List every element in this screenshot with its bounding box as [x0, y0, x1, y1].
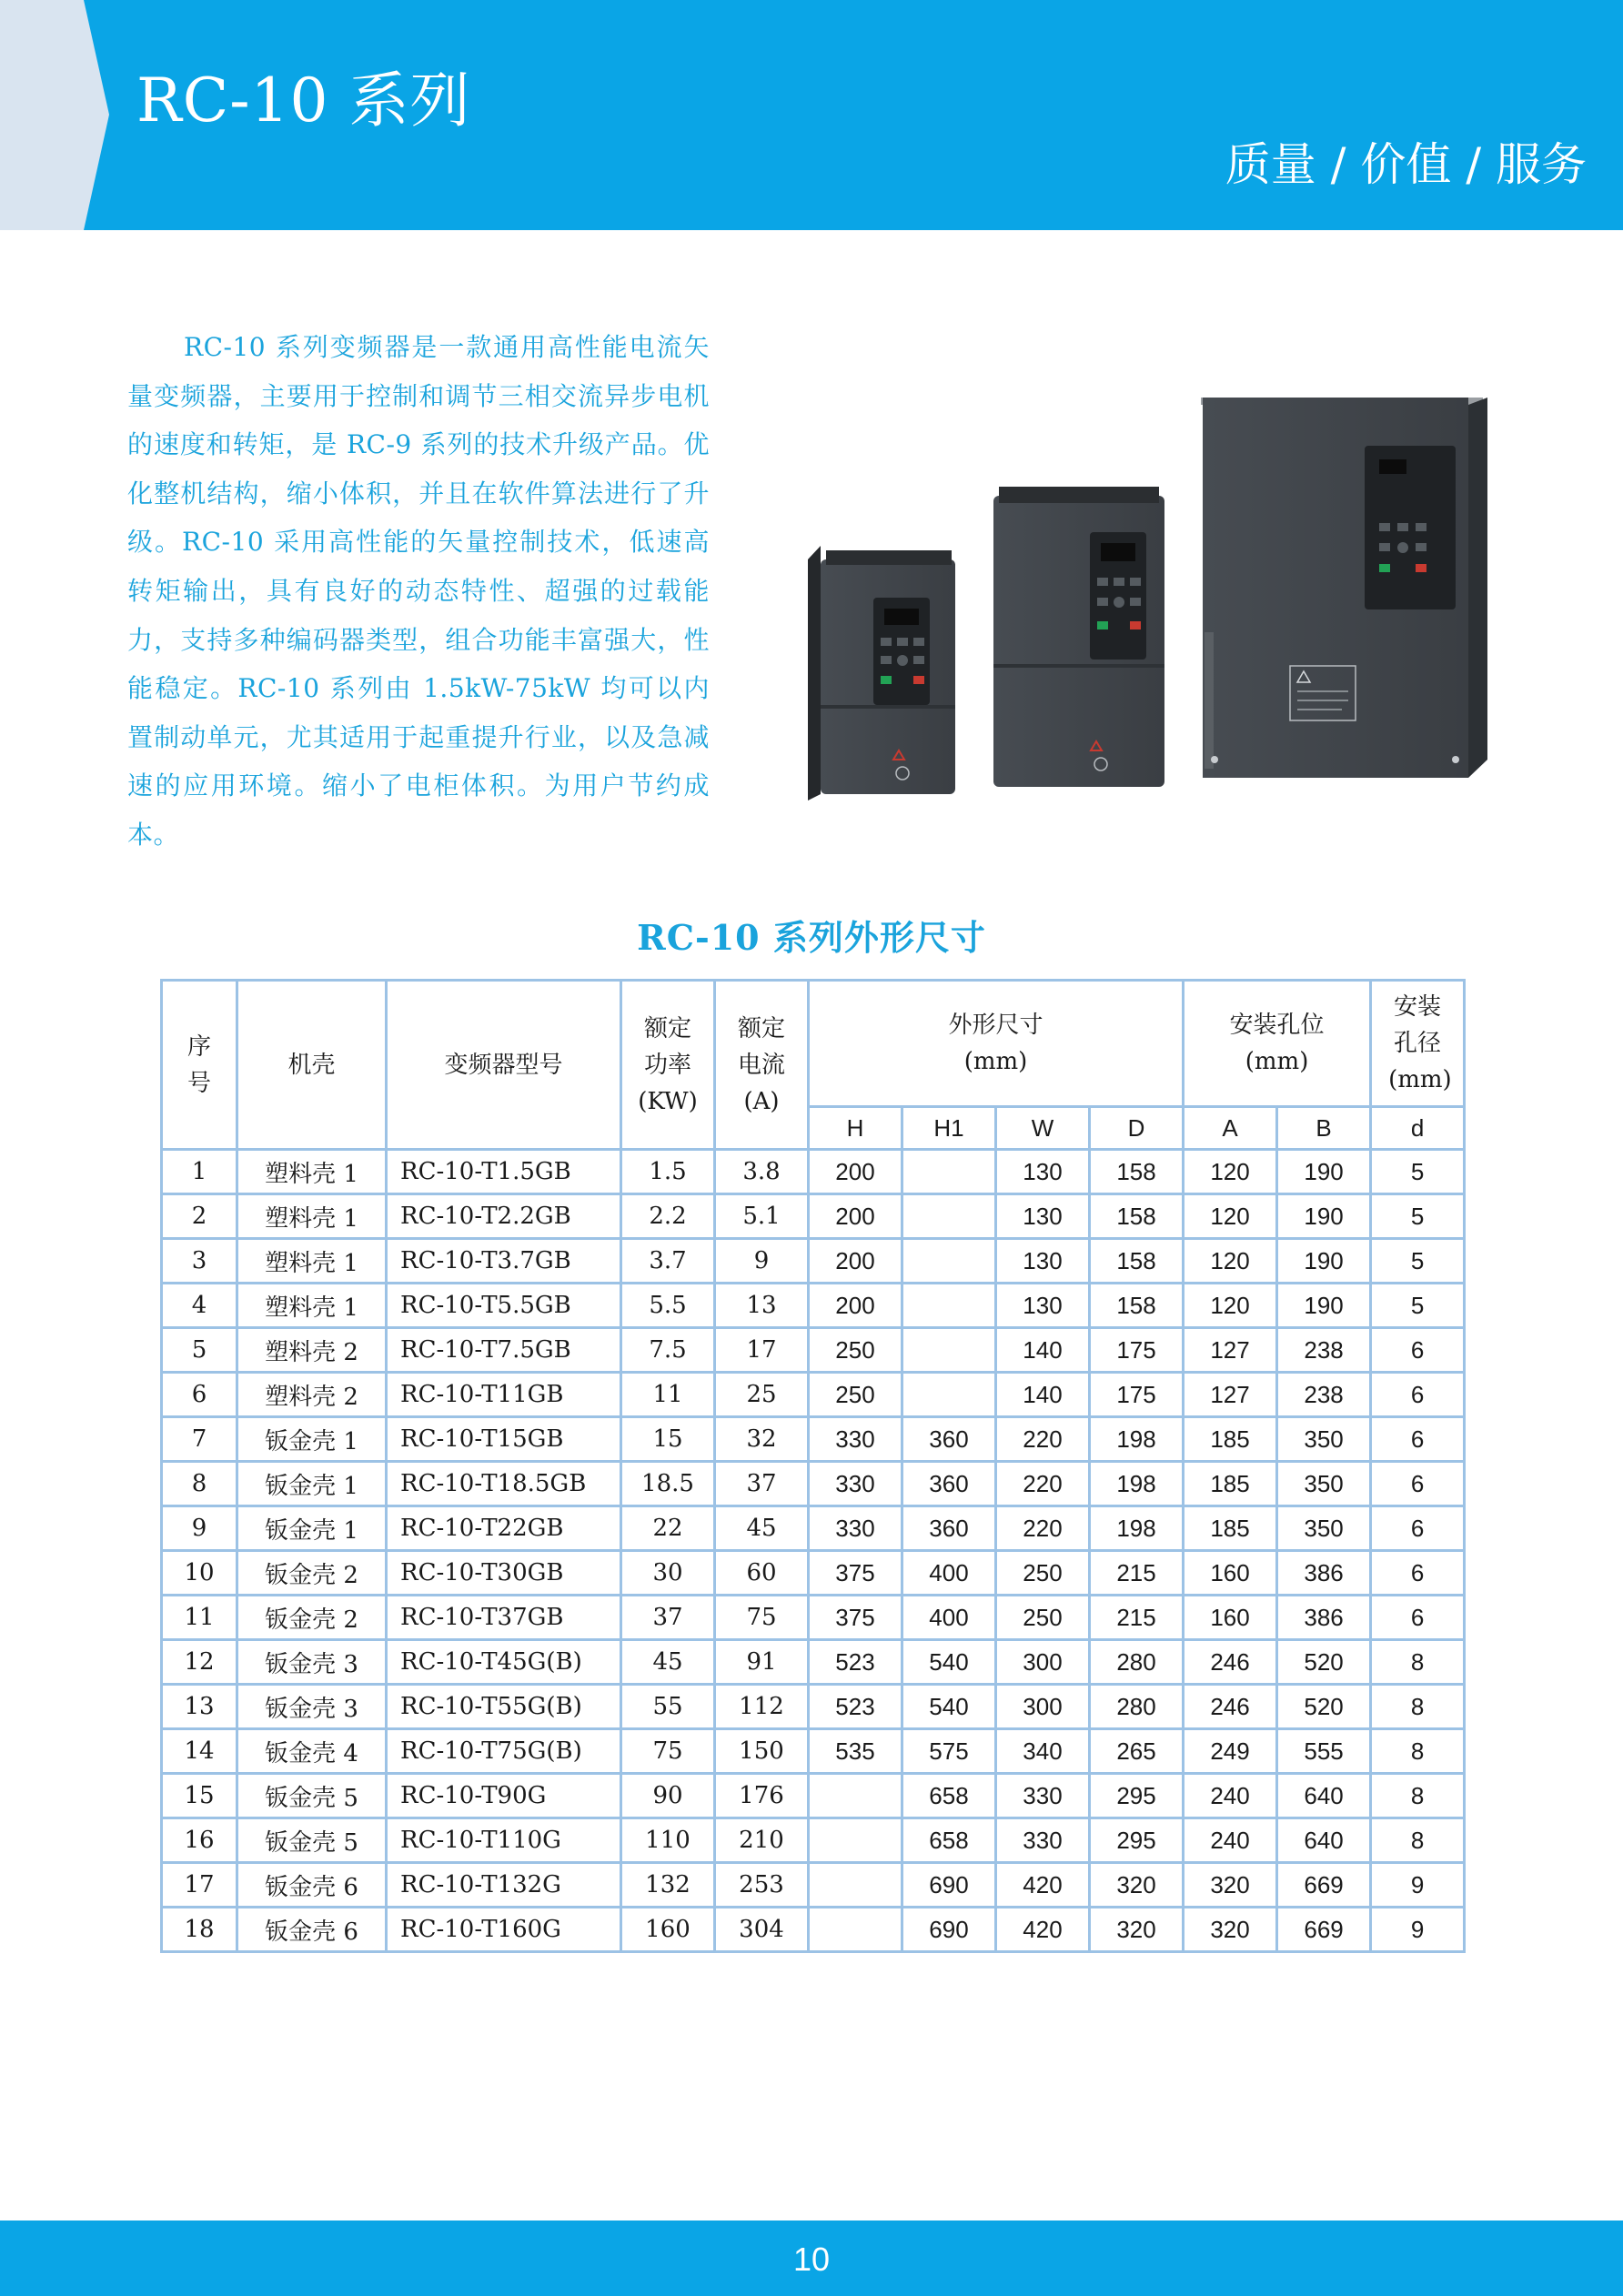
cell-w: 420	[996, 1908, 1090, 1952]
cell-a: 120	[1184, 1194, 1277, 1239]
cell-d: 8	[1371, 1818, 1465, 1863]
page-footer	[0, 2220, 1623, 2296]
cell-b: 350	[1277, 1462, 1371, 1506]
cell-model: RC-10-T22GB	[387, 1506, 621, 1551]
page-header	[0, 0, 1623, 230]
page-number: 10	[792, 2241, 831, 2278]
header-grey-tab	[0, 0, 109, 230]
cell-b: 640	[1277, 1818, 1371, 1863]
header-h1: H1	[902, 1107, 996, 1150]
cell-model: RC-10-T75G(B)	[387, 1729, 621, 1774]
cell-b: 669	[1277, 1908, 1371, 1952]
header-slogan: 质量 / 价值 / 服务	[1225, 138, 1587, 191]
table-row	[162, 1685, 1465, 1729]
cell-a: 185	[1184, 1462, 1277, 1506]
cell-seq: 6	[162, 1373, 237, 1417]
cell-seq: 11	[162, 1596, 237, 1640]
cell-d: 8	[1371, 1774, 1465, 1818]
cell-power: 22	[621, 1506, 715, 1551]
cell-h1	[902, 1284, 996, 1328]
cell-power: 45	[621, 1640, 715, 1685]
cell-current: 176	[715, 1774, 809, 1818]
cell-h1: 360	[902, 1506, 996, 1551]
cell-w: 220	[996, 1506, 1090, 1551]
cell-b: 238	[1277, 1373, 1371, 1417]
cell-a: 246	[1184, 1685, 1277, 1729]
cell-h: 535	[809, 1729, 902, 1774]
cell-h: 250	[809, 1373, 902, 1417]
header-b: B	[1277, 1107, 1371, 1150]
cell-d: 9	[1371, 1863, 1465, 1908]
dimensions-table	[160, 979, 1466, 1953]
header-d-depth: D	[1090, 1107, 1184, 1150]
cell-d: 158	[1090, 1284, 1184, 1328]
cell-b: 386	[1277, 1551, 1371, 1596]
cell-w: 130	[996, 1150, 1090, 1194]
cell-model: RC-10-T110G	[387, 1818, 621, 1863]
cell-shell: 塑料壳 1	[237, 1239, 387, 1284]
cell-model: RC-10-T45G(B)	[387, 1640, 621, 1685]
cell-h1: 575	[902, 1729, 996, 1774]
cell-d: 5	[1371, 1239, 1465, 1284]
cell-model: RC-10-T7.5GB	[387, 1328, 621, 1373]
table-row	[162, 1239, 1465, 1284]
cell-h: 200	[809, 1150, 902, 1194]
cell-seq: 12	[162, 1640, 237, 1685]
cell-power: 132	[621, 1863, 715, 1908]
cell-d: 175	[1090, 1328, 1184, 1373]
cell-shell: 钣金壳 3	[237, 1685, 387, 1729]
cell-h1: 360	[902, 1462, 996, 1506]
cell-power: 160	[621, 1908, 715, 1952]
cell-w: 130	[996, 1239, 1090, 1284]
cell-h1: 540	[902, 1685, 996, 1729]
cell-current: 13	[715, 1284, 809, 1328]
cell-current: 304	[715, 1908, 809, 1952]
cell-h: 523	[809, 1685, 902, 1729]
cell-power: 15	[621, 1417, 715, 1462]
cell-h: 375	[809, 1596, 902, 1640]
cell-b: 190	[1277, 1239, 1371, 1284]
cell-a: 320	[1184, 1908, 1277, 1952]
cell-h1: 540	[902, 1640, 996, 1685]
cell-d: 8	[1371, 1685, 1465, 1729]
cell-d: 295	[1090, 1774, 1184, 1818]
cell-h: 200	[809, 1284, 902, 1328]
product-photo	[801, 387, 1492, 805]
cell-d: 158	[1090, 1194, 1184, 1239]
cell-w: 220	[996, 1462, 1090, 1506]
cell-w: 420	[996, 1863, 1090, 1908]
header-mount-diameter: 安装孔径(mm)	[1371, 981, 1465, 1107]
cell-model: RC-10-T2.2GB	[387, 1194, 621, 1239]
cell-shell: 钣金壳 5	[237, 1818, 387, 1863]
cell-a: 240	[1184, 1818, 1277, 1863]
cell-shell: 塑料壳 1	[237, 1284, 387, 1328]
cell-current: 91	[715, 1640, 809, 1685]
cell-shell: 塑料壳 1	[237, 1194, 387, 1239]
cell-h	[809, 1774, 902, 1818]
table-row	[162, 1373, 1465, 1417]
cell-d: 280	[1090, 1640, 1184, 1685]
cell-power: 55	[621, 1685, 715, 1729]
cell-a: 120	[1184, 1284, 1277, 1328]
cell-b: 190	[1277, 1150, 1371, 1194]
cell-shell: 塑料壳 1	[237, 1150, 387, 1194]
cell-d: 198	[1090, 1462, 1184, 1506]
cell-model: RC-10-T11GB	[387, 1373, 621, 1417]
cell-d: 175	[1090, 1373, 1184, 1417]
cell-model: RC-10-T3.7GB	[387, 1239, 621, 1284]
cell-shell: 钣金壳 6	[237, 1908, 387, 1952]
cell-power: 1.5	[621, 1150, 715, 1194]
cell-power: 3.7	[621, 1239, 715, 1284]
cell-seq: 14	[162, 1729, 237, 1774]
cell-d: 158	[1090, 1150, 1184, 1194]
cell-seq: 8	[162, 1462, 237, 1506]
cell-d: 6	[1371, 1328, 1465, 1373]
cell-shell: 钣金壳 4	[237, 1729, 387, 1774]
cell-seq: 9	[162, 1506, 237, 1551]
cell-power: 18.5	[621, 1462, 715, 1506]
cell-b: 640	[1277, 1774, 1371, 1818]
header-w: W	[996, 1107, 1090, 1150]
cell-power: 7.5	[621, 1328, 715, 1373]
cell-a: 127	[1184, 1373, 1277, 1417]
cell-seq: 18	[162, 1908, 237, 1952]
cell-h	[809, 1908, 902, 1952]
table-row	[162, 1417, 1465, 1462]
cell-shell: 钣金壳 1	[237, 1506, 387, 1551]
cell-current: 5.1	[715, 1194, 809, 1239]
cell-model: RC-10-T5.5GB	[387, 1284, 621, 1328]
cell-h1: 658	[902, 1818, 996, 1863]
cell-current: 75	[715, 1596, 809, 1640]
cell-power: 11	[621, 1373, 715, 1417]
header-seq: 序号	[162, 981, 237, 1150]
cell-d: 158	[1090, 1239, 1184, 1284]
cell-d: 6	[1371, 1551, 1465, 1596]
cell-power: 37	[621, 1596, 715, 1640]
cell-d: 8	[1371, 1640, 1465, 1685]
table-row	[162, 1640, 1465, 1685]
cell-power: 110	[621, 1818, 715, 1863]
cell-w: 250	[996, 1596, 1090, 1640]
header-mount-position: 安装孔位(mm)	[1184, 981, 1371, 1107]
cell-w: 130	[996, 1194, 1090, 1239]
cell-h1: 658	[902, 1774, 996, 1818]
cell-h1	[902, 1328, 996, 1373]
cell-d: 198	[1090, 1417, 1184, 1462]
cell-current: 32	[715, 1417, 809, 1462]
cell-h1	[902, 1150, 996, 1194]
cell-model: RC-10-T30GB	[387, 1551, 621, 1596]
cell-w: 220	[996, 1417, 1090, 1462]
cell-model: RC-10-T132G	[387, 1863, 621, 1908]
cell-h1	[902, 1239, 996, 1284]
cell-a: 120	[1184, 1239, 1277, 1284]
cell-current: 60	[715, 1551, 809, 1596]
cell-seq: 16	[162, 1818, 237, 1863]
cell-h: 200	[809, 1194, 902, 1239]
cell-b: 190	[1277, 1194, 1371, 1239]
cell-a: 160	[1184, 1551, 1277, 1596]
cell-power: 2.2	[621, 1194, 715, 1239]
cell-h1	[902, 1373, 996, 1417]
cell-current: 25	[715, 1373, 809, 1417]
cell-model: RC-10-T15GB	[387, 1417, 621, 1462]
cell-h: 523	[809, 1640, 902, 1685]
cell-h: 200	[809, 1239, 902, 1284]
cell-h: 375	[809, 1551, 902, 1596]
cell-d: 215	[1090, 1596, 1184, 1640]
cell-d: 5	[1371, 1150, 1465, 1194]
cell-h1: 400	[902, 1551, 996, 1596]
cell-d: 295	[1090, 1818, 1184, 1863]
cell-power: 75	[621, 1729, 715, 1774]
cell-h	[809, 1818, 902, 1863]
cell-d: 6	[1371, 1373, 1465, 1417]
table-row	[162, 1506, 1465, 1551]
cell-d: 6	[1371, 1506, 1465, 1551]
cell-shell: 钣金壳 5	[237, 1774, 387, 1818]
cell-model: RC-10-T160G	[387, 1908, 621, 1952]
header-h: H	[809, 1107, 902, 1150]
small-drive-unit	[808, 546, 955, 801]
cell-seq: 1	[162, 1150, 237, 1194]
cell-d: 5	[1371, 1284, 1465, 1328]
cell-d: 320	[1090, 1908, 1184, 1952]
cell-w: 140	[996, 1328, 1090, 1373]
cell-d: 5	[1371, 1194, 1465, 1239]
table-row	[162, 1150, 1465, 1194]
cell-d: 8	[1371, 1729, 1465, 1774]
cell-current: 253	[715, 1863, 809, 1908]
cell-shell: 钣金壳 2	[237, 1551, 387, 1596]
cell-d: 198	[1090, 1506, 1184, 1551]
cell-b: 238	[1277, 1328, 1371, 1373]
cell-b: 350	[1277, 1506, 1371, 1551]
header-shell: 机壳	[237, 981, 387, 1150]
cell-current: 210	[715, 1818, 809, 1863]
cell-w: 330	[996, 1818, 1090, 1863]
cell-model: RC-10-T1.5GB	[387, 1150, 621, 1194]
cell-d: 265	[1090, 1729, 1184, 1774]
cell-d: 6	[1371, 1596, 1465, 1640]
cell-b: 669	[1277, 1863, 1371, 1908]
table-row	[162, 1551, 1465, 1596]
cell-b: 520	[1277, 1640, 1371, 1685]
cell-current: 17	[715, 1328, 809, 1373]
table-row	[162, 1908, 1465, 1952]
cell-shell: 钣金壳 1	[237, 1462, 387, 1506]
table-row	[162, 1863, 1465, 1908]
cell-shell: 钣金壳 1	[237, 1417, 387, 1462]
cell-shell: 钣金壳 6	[237, 1863, 387, 1908]
cell-h1: 690	[902, 1863, 996, 1908]
cell-h1: 400	[902, 1596, 996, 1640]
cell-seq: 13	[162, 1685, 237, 1729]
cell-h: 330	[809, 1506, 902, 1551]
cell-h1: 690	[902, 1908, 996, 1952]
cell-d: 6	[1371, 1462, 1465, 1506]
table-row	[162, 1596, 1465, 1640]
cell-current: 112	[715, 1685, 809, 1729]
cell-a: 246	[1184, 1640, 1277, 1685]
table-row	[162, 1729, 1465, 1774]
cell-current: 9	[715, 1239, 809, 1284]
cell-a: 185	[1184, 1506, 1277, 1551]
cell-shell: 塑料壳 2	[237, 1373, 387, 1417]
header-model: 变频器型号	[387, 981, 621, 1150]
cell-a: 120	[1184, 1150, 1277, 1194]
cell-power: 30	[621, 1551, 715, 1596]
header-outline: 外形尺寸(mm)	[809, 981, 1184, 1107]
cell-d: 215	[1090, 1551, 1184, 1596]
cell-h	[809, 1863, 902, 1908]
cell-w: 330	[996, 1774, 1090, 1818]
table-row	[162, 1818, 1465, 1863]
header-a: A	[1184, 1107, 1277, 1150]
cell-current: 45	[715, 1506, 809, 1551]
header-current: 额定电流(A)	[715, 981, 809, 1150]
table-row	[162, 1194, 1465, 1239]
cell-power: 90	[621, 1774, 715, 1818]
series-title: RC-10 系列	[136, 65, 471, 136]
table-body	[162, 1150, 1465, 1952]
cell-seq: 3	[162, 1239, 237, 1284]
cell-d: 280	[1090, 1685, 1184, 1729]
cell-shell: 钣金壳 2	[237, 1596, 387, 1640]
cell-w: 140	[996, 1373, 1090, 1417]
cell-b: 555	[1277, 1729, 1371, 1774]
cell-a: 185	[1184, 1417, 1277, 1462]
cell-seq: 2	[162, 1194, 237, 1239]
medium-drive-unit	[993, 487, 1164, 787]
cell-model: RC-10-T37GB	[387, 1596, 621, 1640]
cell-seq: 5	[162, 1328, 237, 1373]
cell-d: 320	[1090, 1863, 1184, 1908]
cell-shell: 塑料壳 2	[237, 1328, 387, 1373]
table-row	[162, 1462, 1465, 1506]
cell-h1: 360	[902, 1417, 996, 1462]
header-d-hole: d	[1371, 1107, 1465, 1150]
table-row	[162, 1284, 1465, 1328]
cell-a: 127	[1184, 1328, 1277, 1373]
cell-current: 3.8	[715, 1150, 809, 1194]
cell-a: 320	[1184, 1863, 1277, 1908]
header-power: 额定功率(KW)	[621, 981, 715, 1150]
cell-model: RC-10-T55G(B)	[387, 1685, 621, 1729]
cell-current: 37	[715, 1462, 809, 1506]
cell-model: RC-10-T18.5GB	[387, 1462, 621, 1506]
cell-w: 250	[996, 1551, 1090, 1596]
table-row	[162, 1328, 1465, 1373]
cell-w: 300	[996, 1640, 1090, 1685]
cell-a: 249	[1184, 1729, 1277, 1774]
cell-power: 5.5	[621, 1284, 715, 1328]
cell-b: 520	[1277, 1685, 1371, 1729]
cell-h: 330	[809, 1462, 902, 1506]
cell-model: RC-10-T90G	[387, 1774, 621, 1818]
large-drive-unit	[1201, 398, 1487, 778]
cell-current: 150	[715, 1729, 809, 1774]
cell-h: 250	[809, 1328, 902, 1373]
cell-b: 190	[1277, 1284, 1371, 1328]
cell-seq: 17	[162, 1863, 237, 1908]
cell-h1	[902, 1194, 996, 1239]
cell-d: 9	[1371, 1908, 1465, 1952]
cell-d: 6	[1371, 1417, 1465, 1462]
table-row	[162, 1774, 1465, 1818]
cell-h: 330	[809, 1417, 902, 1462]
cell-seq: 15	[162, 1774, 237, 1818]
cell-b: 350	[1277, 1417, 1371, 1462]
cell-w: 340	[996, 1729, 1090, 1774]
cell-seq: 4	[162, 1284, 237, 1328]
cell-shell: 钣金壳 3	[237, 1640, 387, 1685]
cell-w: 130	[996, 1284, 1090, 1328]
table-title: RC-10 系列外形尺寸	[637, 917, 986, 958]
cell-a: 240	[1184, 1774, 1277, 1818]
cell-w: 300	[996, 1685, 1090, 1729]
cell-seq: 10	[162, 1551, 237, 1596]
cell-b: 386	[1277, 1596, 1371, 1640]
cell-seq: 7	[162, 1417, 237, 1462]
intro-paragraph: RC-10 系列变频器是一款通用高性能电流矢量变频器，主要用于控制和调节三相交流异步电机的速度和转矩，是 RC-9 系列的技术升级产品。优化整机结构，缩小体积，并且在软件算法进行了升级。RC-10 采用高性能的矢量控制技术，低速高转矩输出，具有良好的动态特性、超强的过载能力，支持多种编码器类型，组合功能丰富强大，性能稳定。RC-10 系列由 1.5kW-75kW 均可以内置制动单元，尤其适用于起重提升行业，以及急减速的应用环境。缩小了电柜体积。为用户节约成本。	[127, 332, 710, 850]
cell-a: 160	[1184, 1596, 1277, 1640]
